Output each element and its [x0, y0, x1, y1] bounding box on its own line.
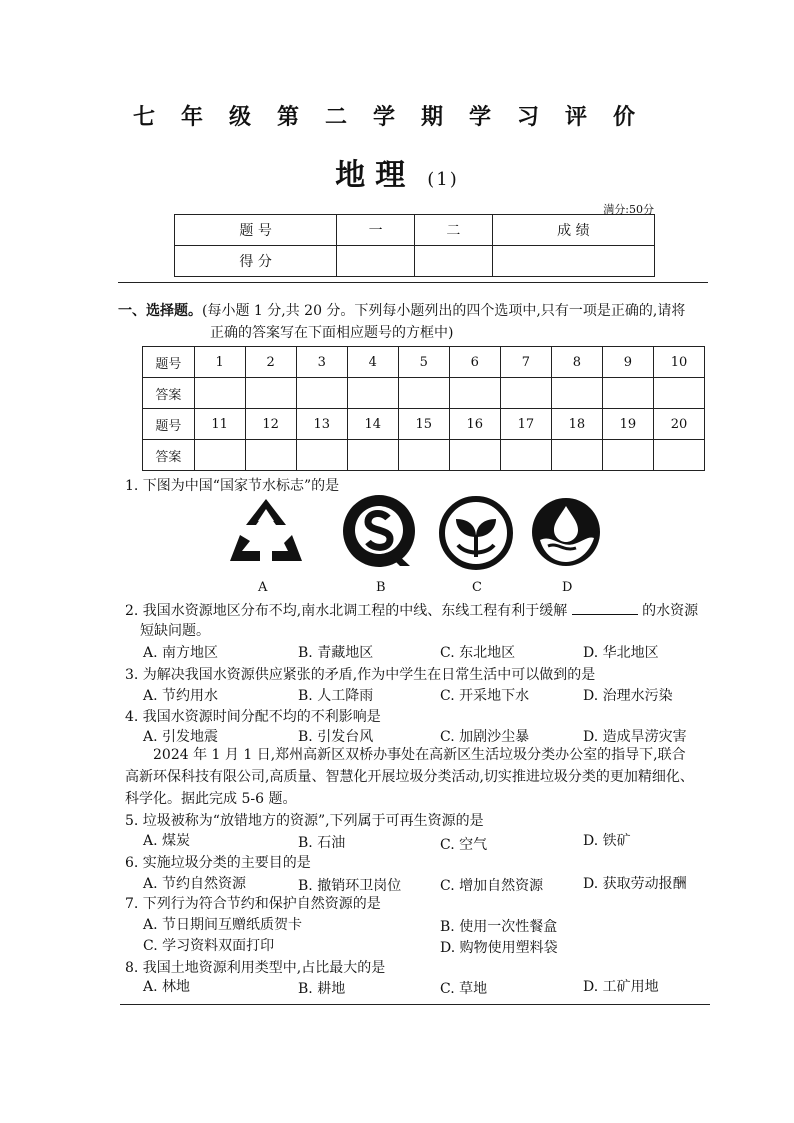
grid-number: 5	[398, 347, 449, 378]
grid-number: 19	[602, 409, 653, 440]
answer-cell[interactable]	[500, 378, 551, 409]
answer-cell[interactable]	[500, 440, 551, 471]
question-3-stem: 3. 为解决我国水资源供应紧张的矛盾,作为中学生在日常生活中可以做到的是	[125, 667, 596, 683]
answer-cell[interactable]	[398, 440, 449, 471]
grid-number: 3	[296, 347, 347, 378]
top-divider	[118, 282, 708, 283]
question-2-text-c: 短缺问题。	[140, 623, 210, 639]
option[interactable]: A. 节约用水	[143, 688, 219, 704]
score-header-cell: 成 绩	[492, 215, 654, 246]
answer-cell[interactable]	[296, 440, 347, 471]
option[interactable]: B. 耕地	[298, 981, 346, 997]
option[interactable]: B. 石油	[298, 835, 346, 851]
option[interactable]: C. 东北地区	[440, 645, 516, 661]
option[interactable]: A. 南方地区	[143, 645, 219, 661]
score-table	[174, 214, 655, 277]
option[interactable]: A. 节约自然资源	[143, 876, 247, 892]
option[interactable]: D. 造成旱涝灾害	[583, 729, 687, 745]
grid-number: 11	[194, 409, 245, 440]
passage-line: 高新环保科技有限公司,高质量、智慧化开展垃圾分类活动,切实推进垃圾分类的更加精细化、	[125, 769, 694, 785]
plant-circle-logo-icon	[438, 495, 514, 571]
answer-cell[interactable]	[449, 378, 500, 409]
option[interactable]: B. 撤销环卫岗位	[298, 878, 402, 894]
grid-number: 15	[398, 409, 449, 440]
question-2-stem	[125, 600, 698, 620]
grid-number: 16	[449, 409, 500, 440]
answer-cell[interactable]	[245, 378, 296, 409]
logo-label-b: B	[376, 580, 386, 595]
question-7-stem: 7. 下列行为符合节约和保护自然资源的是	[125, 896, 381, 912]
logo-label-c: C	[472, 580, 482, 595]
option[interactable]: A. 节日期间互赠纸质贺卡	[143, 917, 303, 933]
option[interactable]: C. 增加自然资源	[440, 878, 544, 894]
answer-cell[interactable]	[602, 378, 653, 409]
grid-label: 题号	[143, 347, 195, 378]
score-cell[interactable]	[414, 246, 492, 277]
grid-number: 2	[245, 347, 296, 378]
answer-cell[interactable]	[347, 440, 398, 471]
grid-number: 7	[500, 347, 551, 378]
grid-label: 题号	[143, 409, 195, 440]
option[interactable]: C. 空气	[440, 837, 488, 853]
score-cell[interactable]	[492, 246, 654, 277]
grid-number: 20	[653, 409, 704, 440]
option[interactable]: A. 煤炭	[143, 833, 191, 849]
answer-cell[interactable]	[347, 378, 398, 409]
question-5-stem: 5. 垃圾被称为“放错地方的资源”,下列属于可再生资源的是	[125, 813, 484, 829]
answer-cell[interactable]	[194, 378, 245, 409]
option[interactable]: B. 使用一次性餐盒	[440, 919, 558, 935]
grid-number: 9	[602, 347, 653, 378]
water-saving-logo-icon	[530, 496, 602, 568]
s-circle-logo-icon	[340, 492, 418, 570]
answer-grid	[142, 346, 705, 471]
subject-title	[0, 150, 794, 194]
question-2-text-b: 的水资源	[642, 603, 699, 619]
option[interactable]: C. 开采地下水	[440, 688, 530, 704]
section-heading	[118, 300, 718, 344]
subject-name: 地理	[335, 158, 416, 193]
question-2-text-a: 2. 我国水资源地区分布不均,南水北调工程的中线、东线工程有利于缓解	[125, 603, 568, 619]
answer-cell[interactable]	[194, 440, 245, 471]
section-instructions: (每小题 1 分,共 20 分。下列每小题列出的四个选项中,只有一项是正确的,请将	[202, 303, 686, 319]
option[interactable]: C. 学习资料双面打印	[143, 938, 275, 954]
grid-number: 6	[449, 347, 500, 378]
exam-title: 七年级第二学期学习评价	[132, 104, 661, 130]
passage	[125, 744, 707, 810]
score-header-cell: 二	[414, 215, 492, 246]
option[interactable]: D. 治理水污染	[583, 688, 673, 704]
option[interactable]: C. 草地	[440, 981, 488, 997]
answer-cell[interactable]	[551, 440, 602, 471]
option[interactable]: B. 人工降雨	[298, 688, 374, 704]
passage-line: 科学化。据此完成 5-6 题。	[125, 791, 297, 807]
option[interactable]: D. 华北地区	[583, 645, 659, 661]
answer-cell[interactable]	[296, 378, 347, 409]
question-6-stem: 6. 实施垃圾分类的主要目的是	[125, 855, 311, 871]
answer-cell[interactable]	[449, 440, 500, 471]
option[interactable]: B. 引发台风	[298, 729, 374, 745]
option[interactable]: C. 加剧沙尘暴	[440, 729, 530, 745]
section-instructions-2: 正确的答案写在下面相应题号的方框中)	[210, 325, 454, 341]
option[interactable]: D. 铁矿	[583, 833, 631, 849]
grid-label: 答案	[143, 378, 195, 409]
option[interactable]: B. 青藏地区	[298, 645, 374, 661]
option[interactable]: A. 林地	[143, 979, 191, 995]
recycling-logo-icon	[228, 495, 304, 569]
question-8-stem: 8. 我国土地资源利用类型中,占比最大的是	[125, 960, 386, 976]
option[interactable]: A. 引发地震	[143, 729, 219, 745]
option[interactable]: D. 购物使用塑料袋	[440, 940, 558, 956]
option[interactable]: D. 获取劳动报酬	[583, 876, 687, 892]
grid-number: 18	[551, 409, 602, 440]
grid-label: 答案	[143, 440, 195, 471]
answer-cell[interactable]	[602, 440, 653, 471]
grid-number: 14	[347, 409, 398, 440]
answer-cell[interactable]	[653, 440, 704, 471]
grid-number: 13	[296, 409, 347, 440]
answer-cell[interactable]	[245, 440, 296, 471]
grid-number: 8	[551, 347, 602, 378]
grid-number: 17	[500, 409, 551, 440]
question-1-stem: 1. 下图为中国“国家节水标志”的是	[125, 478, 340, 494]
logo-label-a: A	[258, 580, 268, 595]
bottom-divider	[120, 1004, 710, 1005]
score-cell[interactable]	[337, 246, 415, 277]
answer-blank[interactable]	[572, 602, 638, 615]
score-header-cell: 一	[337, 215, 415, 246]
section-title: 一、选择题。	[118, 303, 202, 319]
logo-label-d: D	[562, 580, 573, 595]
score-header-cell: 题 号	[175, 215, 337, 246]
answer-cell[interactable]	[653, 378, 704, 409]
option[interactable]: D. 工矿用地	[583, 979, 659, 995]
grid-number: 4	[347, 347, 398, 378]
grid-number: 10	[653, 347, 704, 378]
question-4-stem: 4. 我国水资源时间分配不均的不利影响是	[125, 709, 381, 725]
grid-number: 12	[245, 409, 296, 440]
answer-cell[interactable]	[398, 378, 449, 409]
grid-number: 1	[194, 347, 245, 378]
full-mark: 满分:50分	[603, 203, 654, 216]
answer-cell[interactable]	[551, 378, 602, 409]
score-row-label: 得 分	[175, 246, 337, 277]
volume-number: (1)	[427, 169, 459, 190]
passage-line: 2024 年 1 月 1 日,郑州高新区双桥办事处在高新区生活垃圾分类办公室的指导下,联合	[153, 747, 686, 763]
